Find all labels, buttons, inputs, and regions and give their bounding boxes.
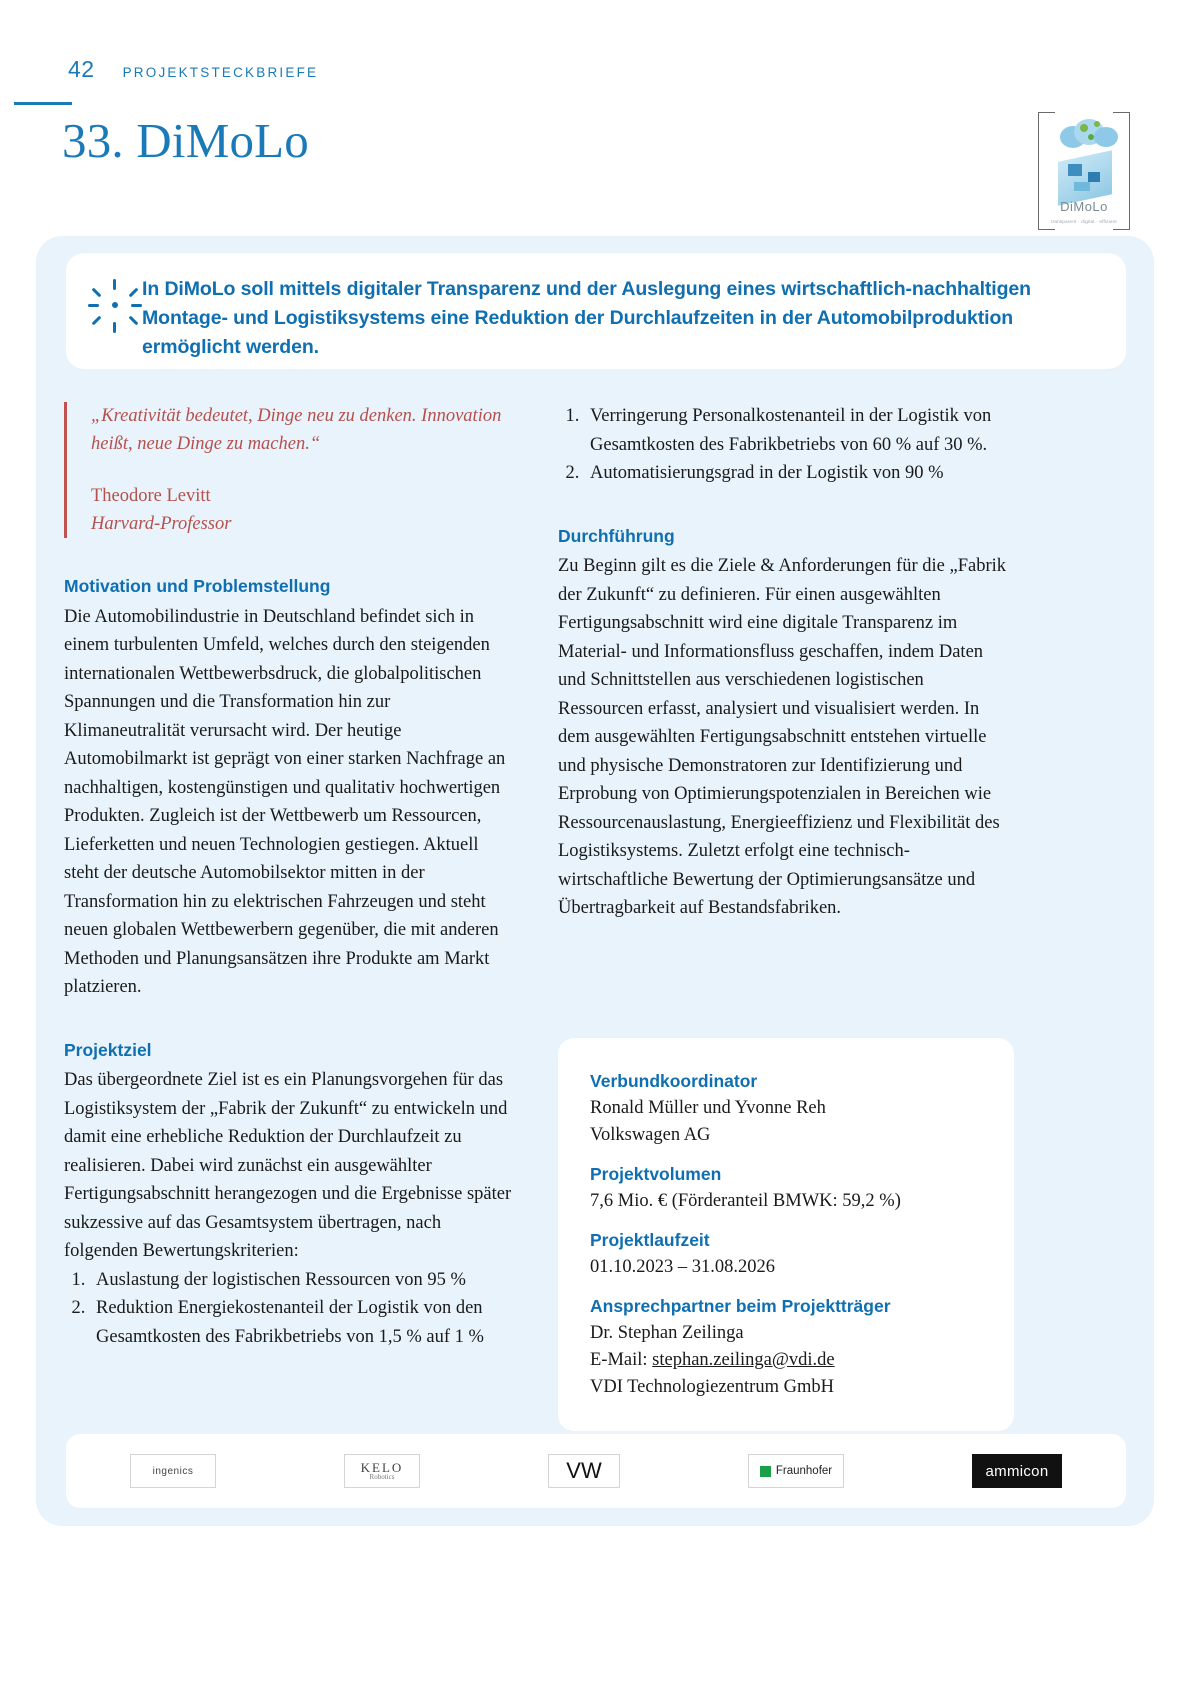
text-projektziel: Das übergeordnete Ziel ist es ein Planungsvorgehen für das Logistiksystem der „Fabrik der Zukunft“ zu entwickeln und damit eine erhebliche Reduktion der Durchlaufzeit zu realisieren. Dabei wird zunächst ein ausgewählter Fertigungsabschnitt herangezogen und die Ergebnisse später sukzessive auf das Gesamtsystem übertragen, nach folgenden Bewertungskriterien:: [64, 1070, 512, 1261]
value-projektvolumen: 7,6 Mio. € (Förderanteil BMWK: 59,2 %): [590, 1191, 901, 1211]
value-ansprechpartner-name: Dr. Stephan Zeilinga: [590, 1323, 744, 1343]
heading-durchfuehrung: Durchführung: [558, 525, 675, 546]
quote-role: Harvard-Professor: [91, 514, 232, 534]
kriterien-list-right: [558, 402, 1010, 488]
partner-label: ammicon: [985, 1462, 1049, 1480]
list-item: 1. Auslastung der logistischen Ressourcen von 95 %: [90, 1266, 516, 1295]
partner-label: KELO: [360, 1459, 404, 1475]
email-label: E-Mail:: [590, 1350, 653, 1370]
label-verbundkoordinator: Verbundkoordinator: [590, 1071, 758, 1091]
label-projektlaufzeit: Projektlaufzeit: [590, 1230, 710, 1250]
list-item: 1. Verringerung Personalkostenanteil in der Logistik von Gesamtkosten des Fabrikbetriebs von 60 % auf 30 %.: [584, 402, 1010, 459]
lightbulb-idea-icon: [88, 279, 142, 333]
partner-logo-ingenics: [130, 1454, 216, 1488]
logo-box-1: [1068, 164, 1082, 176]
value-ansprechpartner-org: VDI Technologiezentrum GmbH: [590, 1377, 834, 1397]
project-logo: [1038, 112, 1130, 230]
summary-text: In DiMoLo soll mittels digitaler Transparenz und der Auslegung eines wirtschaftlich-nachhaltigen Montage- und Logistiksystems eine Reduktion der Durchlaufzeiten in der Automobilproduktion ermöglicht werden.: [142, 278, 1031, 358]
value-ansprechpartner-email-row: [590, 1347, 980, 1374]
label-ansprechpartner: Ansprechpartner beim Projektträger: [590, 1296, 891, 1316]
pull-quote: [64, 402, 516, 538]
partner-sublabel: Robotics: [369, 1473, 395, 1482]
email-link[interactable]: stephan.zeilinga@vdi.de: [652, 1350, 835, 1370]
logo-box-3: [1074, 182, 1090, 191]
heading-projektziel: Projektziel: [64, 1039, 152, 1060]
page-header: [68, 56, 318, 83]
partner-logo-bar: [66, 1434, 1126, 1508]
fraunhofer-mark-icon: [760, 1466, 771, 1477]
value-verbundkoordinator-org: Volkswagen AG: [590, 1125, 711, 1145]
value-projektlaufzeit: 01.10.2023 – 31.08.2026: [590, 1257, 775, 1277]
list-item: 2. Automatisierungsgrad in der Logistik von 90 %: [584, 459, 1010, 488]
partner-label: Fraunhofer: [775, 1465, 833, 1477]
label-projektvolumen: Projektvolumen: [590, 1164, 722, 1184]
logo-wordmark: DiMoLo: [1060, 199, 1108, 214]
cloud-icon: [1056, 116, 1120, 150]
partner-label: ingenics: [152, 1465, 194, 1477]
contact-card: [558, 1038, 1014, 1431]
page-number: 42: [68, 56, 95, 82]
right-column: [558, 402, 1010, 923]
partner-logo-fraunhofer: [748, 1454, 844, 1488]
header-rule: [14, 102, 72, 105]
partner-logo-volkswagen: [548, 1454, 620, 1488]
text-motivation: Die Automobilindustrie in Deutschland befindet sich in einem turbulenten Umfeld, welches durch den steigenden internationalen Wettbewerbsdruck, die globalpolitischen Spannungen und die Transformation hin zur Klimaneutralität verursacht wird. Der heutige Automobilmarkt ist geprägt von einer starken Nachfrage an nachhaltigen, kostengünstigen und qualitativ hochwertigen Produkten. Zugleich ist der Wettbewerb um Ressourcen, Lieferketten und neuen Technologien gestiegen. Aktuell steht der deutsche Automobilsektor mitten in der Transformation hin zu elektrischen Fahrzeugen und steht neuen globalen Wettbewerbern gegenüber, die mit anderen Methoden und Planungsansätzen ihre Produkte am Markt platzieren.: [64, 606, 506, 997]
partner-label: VW: [566, 1458, 602, 1483]
logo-box-2: [1088, 172, 1100, 182]
logo-subline: transparent · digital · effizient: [1051, 219, 1117, 224]
left-column: [64, 402, 516, 1351]
section-kicker: PROJEKTSTECKBRIEFE: [122, 65, 319, 80]
partner-logo-ammicon: [972, 1454, 1062, 1488]
value-verbundkoordinator-name: Ronald Müller und Yvonne Reh: [590, 1098, 826, 1118]
heading-motivation: Motivation und Problemstellung: [64, 576, 331, 596]
quote-text: „Kreativität bedeutet, Dinge neu zu denken. Innovation heißt, neue Dinge zu machen.“: [91, 406, 502, 454]
quote-author: Theodore Levitt: [91, 486, 211, 506]
kriterien-list-left: [64, 1266, 516, 1352]
summary-callout: [66, 253, 1126, 369]
list-item: 2. Reduktion Energiekostenanteil der Logistik von den Gesamtkosten des Fabrikbetriebs von 1,5 % auf 1 %: [90, 1294, 516, 1351]
partner-logo-kelo: [344, 1454, 420, 1488]
page-title: 33. DiMoLo: [62, 113, 309, 168]
text-durchfuehrung: Zu Beginn gilt es die Ziele & Anforderungen für die „Fabrik der Zukunft“ zu definieren. Für einen ausgewählten Fertigungsabschnitt wird eine digitale Transparenz im Material- und Informationsfluss geschaffen, indem Daten und Schnittstellen aus verschiedenen logistischen Ressourcen erfasst, analysiert und visualisiert werden. In dem ausgewählten Fertigungsabschnitt entstehen virtuelle und physische Demonstratoren zur Identifizierung und Erprobung von Optimierungspotenzialen in Bereichen wie Ressourcenauslastung, Energieeffizienz und Flexibilität des Logistiksystems. Zuletzt erfolgt eine technisch-wirtschaftliche Bewertung der Optimierungsansätze und Übertragbarkeit auf Bestandsfabriken.: [558, 556, 1006, 918]
